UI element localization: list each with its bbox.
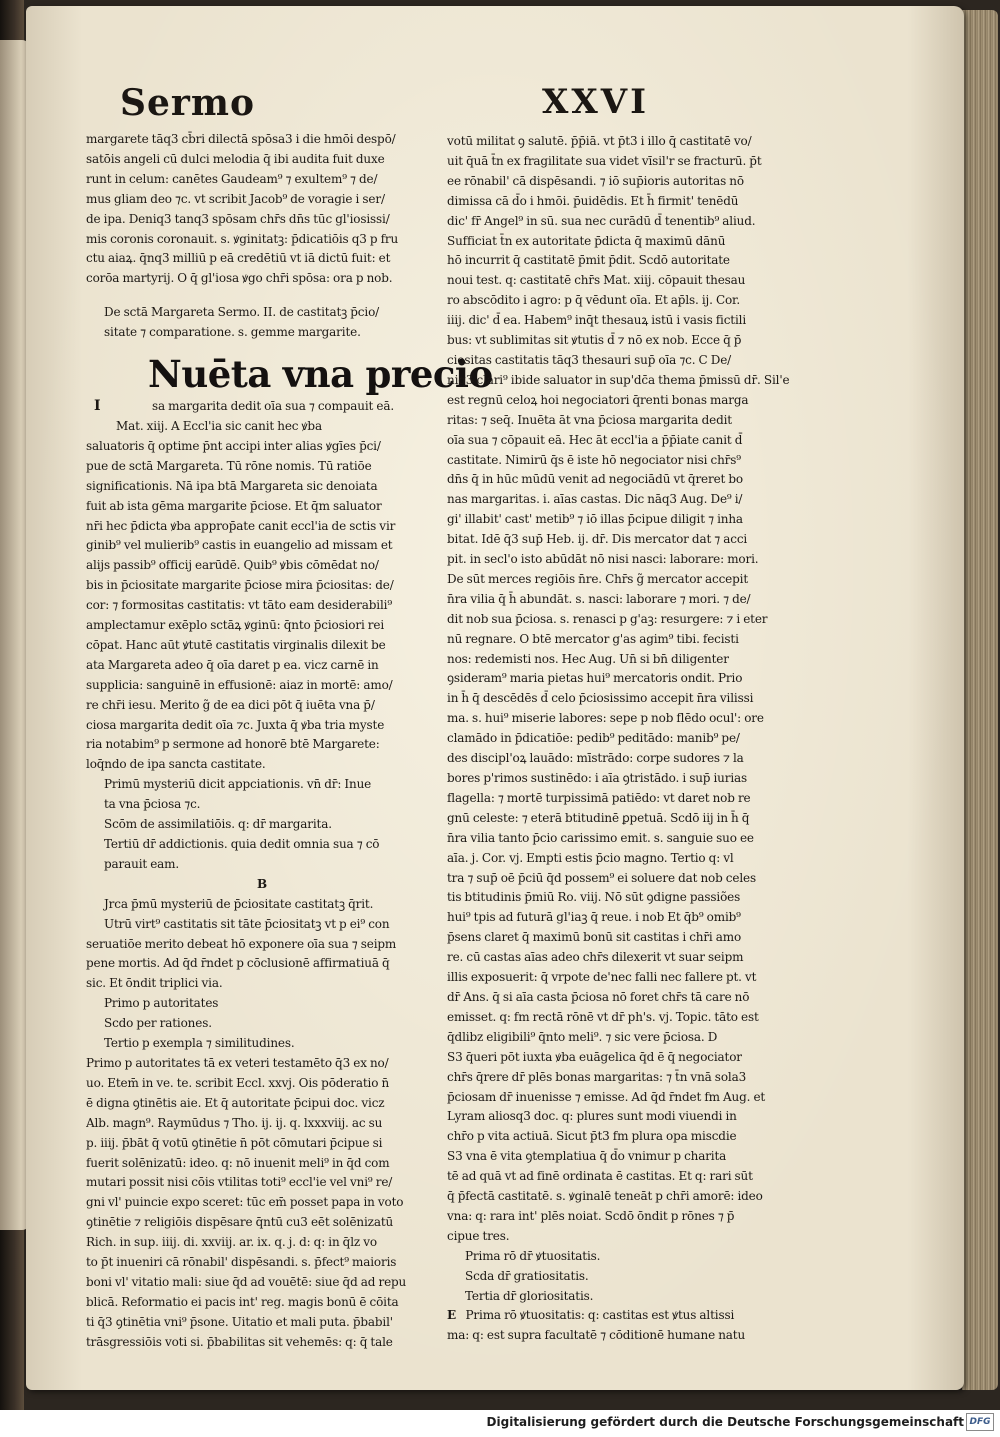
text-line: hō incurrit q̄ castitatē p̄mit p̄dit. Scdō autoritate (447, 253, 730, 268)
text-line: Mat. xiij. A Eccl'ia sic canit hec ꝟba (116, 418, 322, 433)
text-line: runt in celum: canētes Gaudeam⁹ ⁊ exultem⁹ ⁊ de/ (86, 171, 378, 186)
text-line: de ipa. Deniq3 tanq3 spōsam chr̄s dn̄s tūc gl'iosissi/ (86, 211, 390, 226)
text-line: ma: q: est supra facultatē ⁊ cōditionē humane natu (447, 1328, 746, 1343)
text-line: gnū celeste: ⁊ eterā btitudinē ꝑpetuā. Scdō iij in h̄ q̄ (447, 810, 750, 825)
text-line: Lyram aliosq3 doc. q: plures sunt modi viuendi in (447, 1109, 737, 1124)
folio-number: XXVI (542, 82, 650, 122)
text-line: satōis angeli cū dulci melodia q̄ ibi audita fuit duxe (86, 151, 385, 166)
text-line: ꝯtinētie ⁊ religiōis dispēsare q̄ntū cu3 eēt solēnizatū (86, 1215, 394, 1230)
text-line: iiij. dic' d̄ ea. Habem⁹ inq̄t thesauꝝ istū i vasis fictili (447, 313, 747, 328)
text-line: dic' fr̄ Angel⁹ in sū. sua nec curādū d̄ tenentib⁹ aliud. (447, 213, 756, 228)
right-text-column (447, 132, 797, 1346)
text-line: significationis. Nā ipa btā Margareta sic denoiata (86, 478, 378, 493)
text-line: dr̄ Ans. q̄ si aīa casta p̄ciosa nō foret chr̄s tā care nō (447, 989, 750, 1004)
text-line-content: sa margarita dedit oīa sua ⁊ compauit eā. (152, 399, 394, 414)
text-line: emisset. q: fm rectā rōnē vt dr̄ ph's. vj. Topic. tāto est (447, 1009, 759, 1024)
text-line: nos: redemisti nos. Hec Aug. Un̄ si bn̄ diligenter (447, 651, 729, 666)
text-line (86, 397, 438, 417)
text-line: Sufficiat t̄n ex autoritate p̄dicta q̄ maximū dānū (447, 233, 726, 248)
text-line: Alb. magn⁹. Raymūdus ⁊ Tho. ij. ij. q. lxxxviij. ac su (86, 1115, 383, 1130)
right-part-1 (447, 132, 797, 1048)
text-line: n̄ra vilia q̄ h̄ abundāt. s. nasci: laborare ⁊ mori. ⁊ de/ (447, 591, 751, 606)
text-line: Scōm de assimilatiōis. q: dr̄ margarita. (104, 817, 332, 832)
text-line: loq̄ndo de ipa sancta castitate. (86, 757, 266, 772)
text-line: ata Margareta adeo q̄ oīa daret p ea. vicz carnē in (86, 657, 379, 672)
text-line: q̄dlibz eligibili⁹ q̄nto meli⁹. ⁊ sic vere p̄ciosa. D (447, 1029, 718, 1044)
text-line: ritas: ⁊ seq̄. Inuēta āt vna p̄ciosa margarita dedit (447, 412, 732, 427)
sermon-title: Nuēta vna precio (148, 352, 493, 397)
text-line: dn̄s q̄ in hūc mūdū venit ad negociādū vt q̄reret bo (447, 472, 743, 487)
text-line: blicā. Reformatio ei pacis int' reg. magis bonū ē cōita (86, 1294, 399, 1309)
text-line: ginib⁹ vel mulierib⁹ castis in euangelio ad missam et (86, 538, 393, 553)
text-line: parauit eam. (104, 856, 180, 871)
text-line: nr̄i hec p̄dicta ꝟba approp̄ate canit eccl'ia de sctis vir (86, 518, 396, 533)
text-line: gi' illabit' cast' metib⁹ ⁊ iō illas p̄cipue diligit ⁊ inha (447, 512, 743, 527)
text-line: bores p'rimos sustinēdo: i aīa ꝯtristādo. i sup̄ iurias (447, 771, 748, 785)
text-line (447, 1306, 797, 1326)
text-line: ro abscōdito i agro: p q̄ vēdunt oīa. Et ap̄ls. ij. Cor. (447, 293, 740, 308)
text-line: Primū mysteriū dicit appciationis. vn̄ dr̄: Inue (104, 777, 372, 792)
text-line: bis in p̄ciositate margarite p̄ciose mira p̄ciositas: de/ (86, 578, 394, 593)
text-line: q̄ p̄fectā castitatē. s. ꝟginalē teneāt p chr̄i amorē: ideo (447, 1189, 763, 1204)
text-line: ꝯsideram⁹ maria pietas hui⁹ mercatoris ondit. Prio (447, 671, 743, 686)
text-line: n̄ra vilia tanto p̄cio carissimo emit. s. sanguie suo ee (447, 830, 754, 845)
text-line: Scda dr̄ gratiositatis. (465, 1268, 589, 1283)
footer-credit: Digitalisierung gefördert durch die Deutsche Forschungsgemeinschaft (486, 1415, 964, 1429)
text-line: ee rōnabil' cā dispēsandi. ⁊ iō sup̄ioris autoritas nō (447, 173, 744, 188)
text-line: niq3 clari⁹ ibide saluator in sup'dc̄a thema p̄missū dr̄. Sil'e (447, 372, 790, 387)
text-line: p. iiij. p̄bāt q̄ votū ꝯtinētie n̄ pōt cōmutari p̄cipue si (86, 1135, 383, 1150)
text-line: ctu aiaꝝ. q̄nq3 milliū p eā credētiū vt iā dictū fuit: et (86, 251, 391, 266)
dfg-logo-icon: DFG (966, 1413, 994, 1431)
text-line: uo. Etem̄ in ve. te. scribit Eccl. xxvj. Ois pōderatio n̄ (86, 1075, 390, 1090)
text-line: margarete tāq3 cb̄ri dilectā spōsa3 i die hmōi despō/ (86, 132, 396, 146)
text-line: castitate. Nimirū q̄s ē iste hō negociator nisi chr̄s⁹ (447, 452, 741, 467)
ways-list (86, 994, 438, 1054)
text-line: De sctā Margareta Sermo. II. de castitatꝫ p̄cio/ (104, 305, 380, 320)
text-line: to p̄t inueniri cā rōnabil' dispēsandi. s. p̄fect⁹ maioris (86, 1255, 397, 1270)
text-line: p̄sens claret q̄ maximū bonū sit castitas i chr̄i amo (447, 930, 742, 945)
text-line: dit nob sua p̄ciosa. s. renasci p g'aꝫ: resurgere: ⁊ i eter (447, 611, 768, 626)
text-line: trāsgressiōis voti si. p̄babilitas sit vehemēs: q: q̄ tale (86, 1334, 393, 1349)
reasons-list (447, 1247, 797, 1307)
text-line: nas margaritas. i. aīas castas. Dic nāq3 Aug. De⁹ i/ (447, 492, 743, 507)
text-line: fuit ab ista gēma margarite p̄ciose. Et q̄m saluator (86, 498, 382, 513)
text-line: bitat. Idē q̄3 sup̄ Heb. ij. dr̄. Dis mercator dat ⁊ acci (447, 532, 748, 547)
text-line: Primo p autoritates (104, 996, 219, 1011)
running-head (120, 82, 660, 132)
section-marker: E (447, 1308, 456, 1323)
text-line: cōpat. Hanc aūt ꝟtutē castitatis virginalis dilexit be (86, 637, 386, 652)
closing-paragraph (447, 1306, 797, 1346)
text-line: pue de sctā Margareta. Tū rōne nomis. Tū ratiōe (86, 458, 372, 473)
text-line: est regnū celoꝝ hoi negociatori q̄renti bonas marga (447, 392, 749, 407)
text-line: mutari possit nisi cōis vtilitas toti⁹ eccl'ie vel vni⁹ re/ (86, 1175, 393, 1190)
section-b (86, 895, 438, 995)
intro-paragraph (86, 130, 438, 289)
text-line: ciositas castitatis tāq3 thesauri sup̄ oīa ⁊c. C De/ (447, 352, 732, 367)
text-line: illis exposuerit: q̄ vrpote de'nec falli nec fallere pt. vt (447, 970, 757, 985)
text-line: Tertio p exempla ⁊ similitudines. (104, 1036, 295, 1051)
text-line: ta vna p̄ciosa ⁊c. (104, 797, 201, 812)
text-line: gni vl' puincie expo sceret: tūc em̄ posset papa in voto (86, 1195, 404, 1210)
text-line: ti q̄3 ꝯtinētia vni⁹ p̄sone. Uitatio et mali puta. p̄babil' (86, 1314, 393, 1329)
text-line: noui test. q: castitatē chr̄s Mat. xiij. cōpauit thesau (447, 273, 746, 288)
text-line: tis btitudinis p̄miū Ro. viij. Nō sūt ꝯdigne passiões (447, 890, 741, 905)
running-head-left: Sermo (120, 82, 255, 124)
text-line: nū regnare. O btē mercator g'as agim⁹ tibi. fecisti (447, 631, 739, 646)
text-line: seruatiōe merito debeat hō exponere oīa sua ⁊ seipm (86, 936, 397, 951)
text-line: ma. s. hui⁹ miserie labores: sepe p nob flēdo ocul': ore (447, 711, 764, 726)
text-line: S3 vna ē vita ꝯtemplatiua q̄ d̄o vnimur p charita (447, 1149, 727, 1164)
text-line: vna: q: rara int' plēs noiat. Scdō ōndit p rōnes ⁊ p̄ (447, 1208, 735, 1223)
text-line: chr̄o p vita actiuā. Sicut p̄t3 fm plura opa miscdie (447, 1129, 737, 1144)
text-line: fuerit solēnizatū: ideo. q: nō inuenit meli⁹ in q̄d com (86, 1155, 390, 1170)
text-line: Primo p autoritates tā ex veteri testamēto q̄3 ex no/ (86, 1055, 389, 1070)
text-line: S3 q̄ueri pōt iuxta ꝟba euāgelica q̄d ē q̄ negociator (447, 1049, 742, 1064)
text-line: p̄ciosam dr̄ inuenisse ⁊ emisse. Ad q̄d r̄ndet fm Aug. et (447, 1089, 766, 1104)
text-line: ciosa margarita dedit oīa ⁊c. Juxta q̄ ꝟba tria myste (86, 717, 385, 732)
text-line: sic. Et ōndit triplici via. (86, 976, 223, 991)
text-line: oīa sua ⁊ cōpauit eā. Hec āt eccl'ia a p̄p̄iate canit d̄ (447, 432, 743, 447)
text-line: des discipl'oꝝ lauādo: mīstrādo: corpe sudores ⁊ la (447, 751, 744, 766)
text-line: saluatoris q̄ optime p̄nt accipi inter alias ꝟgīes p̄ci/ (86, 438, 381, 453)
right-part-2 (447, 1048, 797, 1247)
page-block-edge (962, 10, 998, 1390)
text-line: alijs passib⁹ officij earūdē. Quib⁹ ꝟbis cōmēdat no/ (86, 558, 379, 573)
text-line: pit. in secl'o isto abūdāt nō nisi nasci: laborare: mori. (447, 552, 759, 567)
section-end (86, 1054, 438, 1353)
text-line: boni vl' vitatio mali: siue q̄d ad vouētē: siue q̄d ad repu (86, 1274, 407, 1289)
text-line: re chr̄i iesu. Merito g̃ de ea dici pōt q̄ iuēta vna p̄/ (86, 697, 375, 712)
section-marker: B (257, 876, 267, 891)
text-line: clamādo in p̄dicatiōe: pedib⁹ peditādo: manib⁹ pe/ (447, 731, 740, 746)
text-line: Prima rō dr̄ ꝟtuositatis. (465, 1248, 601, 1263)
text-line: mus gliam deo ⁊c. vt scribit Jacob⁹ de voragie i ser/ (86, 191, 385, 206)
text-line: supplicia: sanguinē in effusionē: aiaz in mortē: amo/ (86, 677, 393, 692)
text-line: Jrca p̄mū mysteriū de p̄ciositate castitatꝫ q̄rit. (104, 896, 374, 911)
text-line: amplectamur exēplo sctāꝝ ꝟginū: q̄nto p̄ciosiori rei (86, 618, 385, 633)
text-line: sitate ⁊ comparatione. s. gemme margarite. (104, 325, 361, 340)
text-line: cor: ⁊ formositas castitatis: vt tāto eam desiderabili⁹ (86, 598, 393, 613)
text-line: votū militat ꝯ salutē. p̄p̄iā. vt p̄t3 i illo q̄ castitatē vo/ (447, 134, 752, 148)
sermon-subtitle (86, 303, 438, 343)
text-line: dimissa cā d̄o i hmōi. p̄uidēdis. Et h̄ firmit' tenēdū (447, 193, 739, 208)
text-line: De sūt merces regiōis n̄re. Chr̄s g̃ mercator accepit (447, 571, 749, 586)
text-line: chr̄s q̄rere dr̄ plēs bonas margaritas: ⁊ t̄n vnā sola3 (447, 1069, 747, 1084)
text-line: Scdo per rationes. (104, 1016, 212, 1031)
text-line: aīa. j. Cor. vj. Empti estis p̄cio magno. Tertio q: vl (447, 850, 734, 865)
initial-letter: I (94, 398, 101, 415)
text-line: Tertiū dr̄ addictionis. quia dedit omnia sua ⁊ cō (104, 837, 380, 851)
text-line: ē digna ꝯtinētis aie. Et q̄ autoritate p̄cipui doc. vicz (86, 1095, 385, 1110)
text-line: flagella: ⁊ mortē turpissimā patiēdo: vt daret nob re (447, 790, 751, 805)
text-line: pene mortis. Ad q̄d r̄ndet p cōclusionē affirmatiuā q̄ (86, 956, 390, 971)
text-line: Rich. in sup. iiij. di. xxviij. ar. ix. q. j. d: q: in q̄lz vo (86, 1235, 377, 1250)
text-line: tra ⁊ sup̄ oē p̄ciū q̄d possem⁹ ei soluere dat nob celes (447, 870, 756, 885)
sermon-body (86, 397, 438, 775)
mysteria-list (86, 775, 438, 894)
text-line: Tertia dr̄ gloriositatis. (465, 1288, 594, 1303)
text-line: tē ad quā vt ad finē ordinata ē castitas. Et q: rari sūt (447, 1169, 753, 1184)
text-line: mis coronis coronauit. s. ꝟginitatꝫ: p̄dicatiōis q3 p fru (86, 231, 399, 246)
text-line: Utrū virt⁹ castitatis sit tāte p̄ciositatꝫ vt p ei⁹ con (104, 916, 390, 931)
text-line: bus: vt sublimitas sit ꝟtutis d̄ ⁊ nō ex nob. Ecce q̄ p̄ (447, 333, 742, 348)
text-line-content: Prima rō ꝟtuositatis: q: castitas est ꝟtus altissi (465, 1308, 735, 1323)
text-line: hui⁹ tpis ad futurā gl'iaꝫ q̄ reue. i nob Et q̄b⁹ omib⁹ (447, 910, 741, 925)
text-line: ria notabim⁹ p sermone ad honorē btē Margarete: (86, 737, 380, 752)
text-line: in h̄ q̄ descēdēs d̄ celo p̄ciosissimo accepit n̄ra vilissi (447, 691, 754, 706)
text-line: re. cū castas aīas adeo chr̄s dilexerit vt suar seipm (447, 950, 744, 965)
text-line: uit q̄uā t̄n ex fragilitate sua videt vīsil'r se fracturū. p̄t (447, 153, 762, 168)
text-line: corōa martyrij. O q̄ gl'iosa ꝟgo chr̄i spōsa: ora p nob. (86, 271, 393, 286)
text-line: cipue tres. (447, 1228, 510, 1243)
